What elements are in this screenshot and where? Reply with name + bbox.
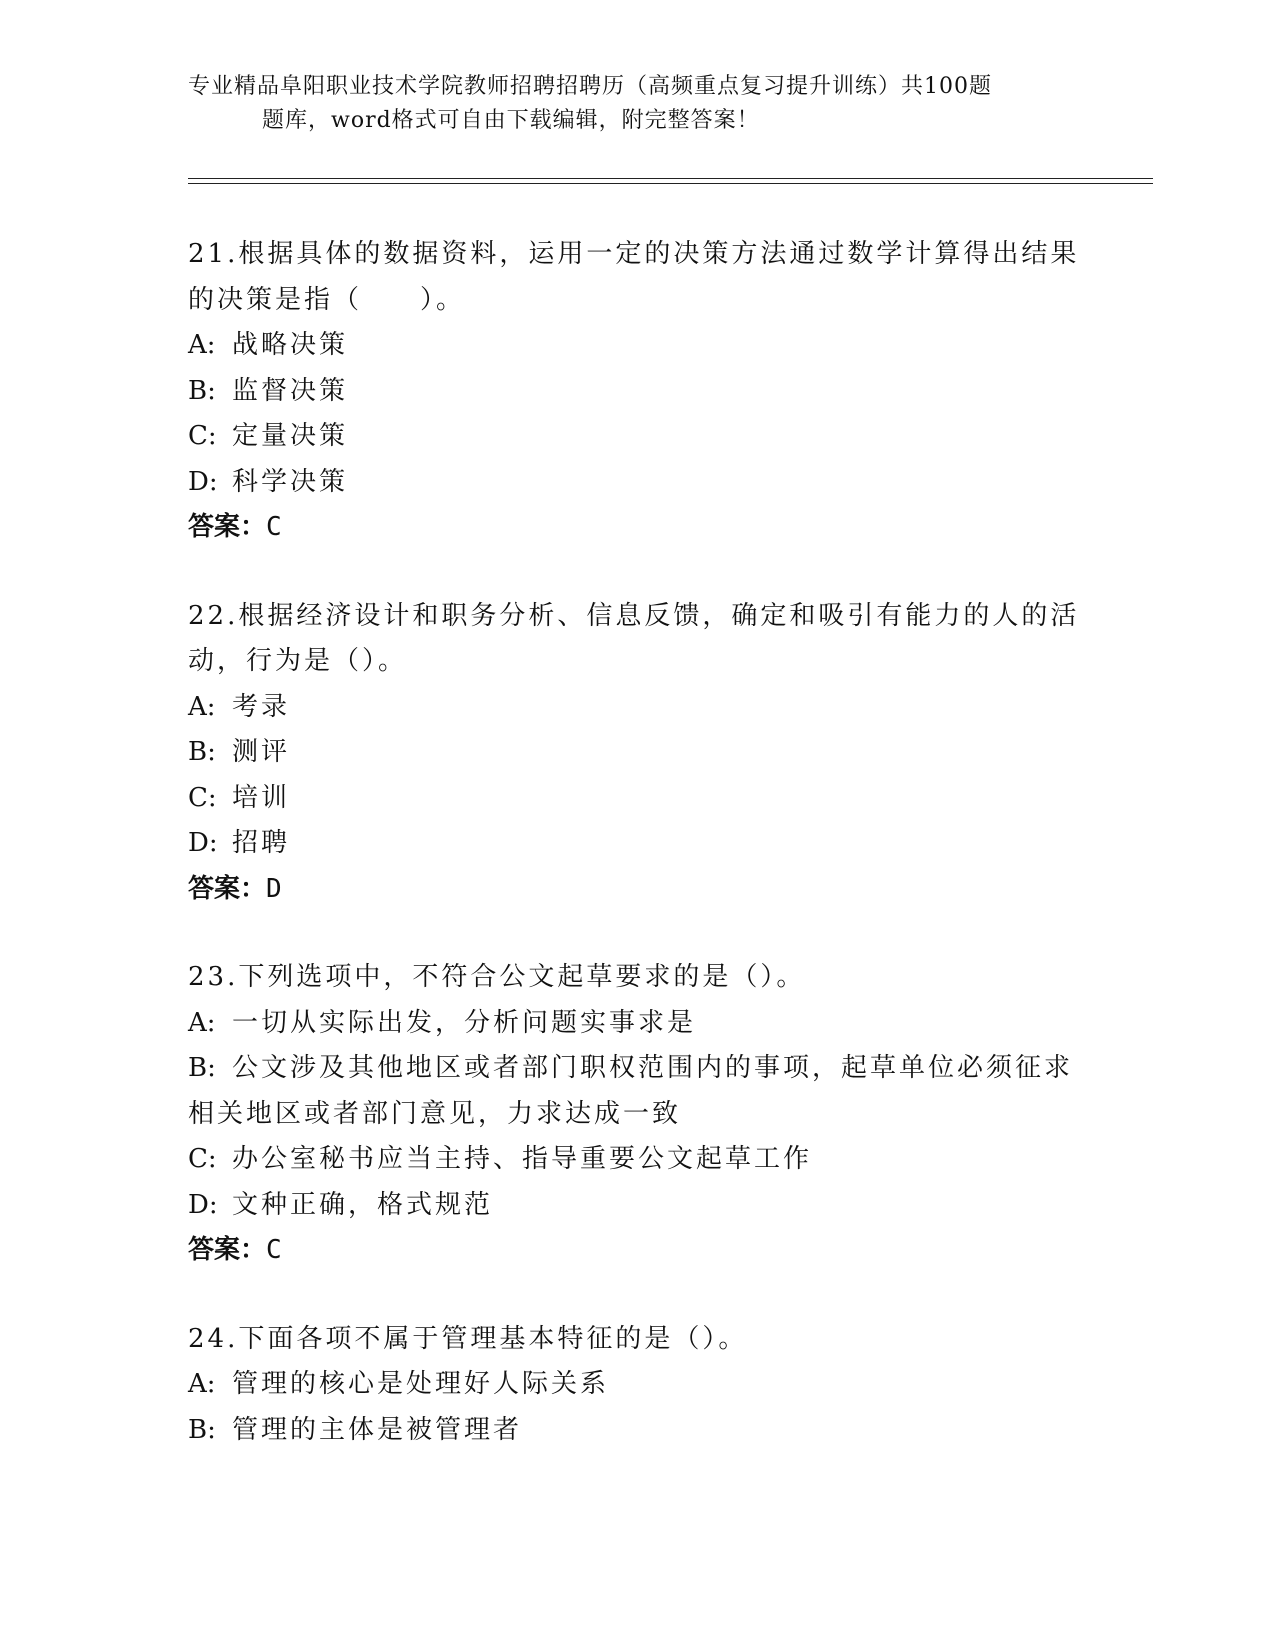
option-b	[188, 369, 1088, 415]
answer-label: 答案：	[188, 1235, 267, 1265]
option-text: 战略决策	[232, 330, 349, 360]
question-text: 22.根据经济设计和职务分析、信息反馈，确定和吸引有能力的人的活动，行为是（）。	[188, 600, 1080, 676]
answer	[188, 505, 1088, 551]
option-letter: A:	[188, 330, 216, 360]
option-b	[188, 1046, 1088, 1137]
option-letter: D:	[188, 1189, 218, 1220]
option-d	[188, 821, 1088, 867]
header-rule-bottom	[188, 183, 1153, 184]
option-text: 测评	[232, 737, 291, 767]
question-23	[188, 955, 1088, 1274]
question-text: 24.下面各项不属于管理基本特征的是（）。	[188, 1323, 748, 1354]
option-letter: B:	[188, 1414, 216, 1445]
option-letter: A:	[188, 691, 216, 722]
header-line-1: 专业精品阜阳职业技术学院教师招聘招聘历（高频重点复习提升训练）共100题	[188, 74, 992, 99]
option-text: 定量决策	[232, 421, 349, 451]
header-line-2: 题库，word格式可自由下载编辑，附完整答案！	[262, 108, 760, 133]
option-text: 管理的核心是处理好人际关系	[232, 1369, 610, 1399]
answer	[188, 867, 1088, 913]
option-letter: D:	[188, 828, 218, 858]
option-c	[188, 1137, 1088, 1183]
answer-value: C	[266, 512, 282, 542]
option-d	[188, 460, 1088, 506]
option-text: 管理的主体是被管理者	[232, 1414, 523, 1445]
option-c	[188, 776, 1088, 822]
option-text: 培训	[232, 782, 291, 813]
answer-label: 答案：	[188, 873, 267, 904]
option-letter: B:	[188, 375, 216, 406]
document-header	[188, 70, 1088, 138]
question-22	[188, 594, 1088, 913]
question-text: 23.下列选项中，不符合公文起草要求的是（）。	[188, 962, 806, 992]
option-letter: B:	[188, 737, 216, 767]
option-a	[188, 323, 1088, 369]
option-text: 监督决策	[232, 375, 349, 406]
question-list	[188, 232, 1088, 1496]
option-a	[188, 1362, 1088, 1408]
option-letter: B:	[188, 1053, 216, 1083]
option-text: 公文涉及其他地区或者部门职权范围内的事项，起草单位必须征求相关地区或者部门意见，力求达成一致	[188, 1053, 1074, 1129]
question-21	[188, 232, 1088, 551]
option-text: 招聘	[232, 828, 291, 858]
option-text: 办公室秘书应当主持、指导重要公文起草工作	[232, 1144, 813, 1174]
answer-value: D	[266, 873, 282, 904]
option-text: 考录	[232, 691, 291, 722]
option-text: 一切从实际出发，分析问题实事求是	[232, 1007, 697, 1038]
option-letter: A:	[188, 1007, 216, 1038]
option-a	[188, 1001, 1088, 1047]
option-d	[188, 1183, 1088, 1229]
answer	[188, 1228, 1088, 1274]
option-letter: A:	[188, 1369, 216, 1399]
option-b	[188, 730, 1088, 776]
option-letter: C:	[188, 782, 217, 813]
answer-label: 答案：	[188, 512, 267, 542]
option-text: 文种正确，格式规范	[232, 1189, 494, 1220]
option-a	[188, 685, 1088, 731]
option-b	[188, 1408, 1088, 1454]
option-letter: C:	[188, 421, 217, 451]
question-text: 21.根据具体的数据资料，运用一定的决策方法通过数学计算得出结果的决策是指（ ）。	[188, 239, 1080, 315]
question-24	[188, 1317, 1088, 1454]
answer-value: C	[266, 1235, 282, 1265]
option-c	[188, 414, 1088, 460]
option-letter: C:	[188, 1144, 217, 1174]
option-letter: D:	[188, 466, 218, 497]
option-text: 科学决策	[232, 466, 349, 497]
header-rule-top	[188, 178, 1153, 179]
